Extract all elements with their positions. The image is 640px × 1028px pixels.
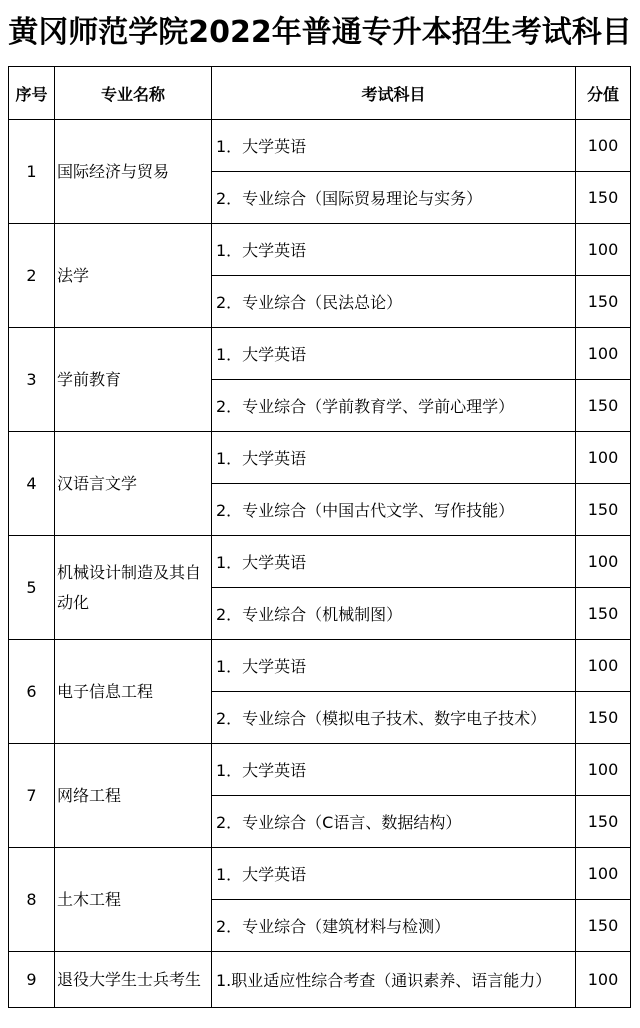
row-number: 7	[9, 744, 55, 848]
subject-score: 150	[576, 484, 631, 536]
major-name: 国际经济与贸易	[55, 120, 212, 224]
subject-score: 100	[576, 432, 631, 484]
subject-score: 100	[576, 744, 631, 796]
subject-name: 1．大学英语	[212, 744, 576, 796]
major-name: 网络工程	[55, 744, 212, 848]
header-score: 分值	[576, 67, 631, 120]
subject-score: 150	[576, 796, 631, 848]
subject-name: 1．大学英语	[212, 536, 576, 588]
subject-name: 1.职业适应性综合考查（通识素养、语言能力）	[212, 952, 576, 1008]
subject-score: 150	[576, 692, 631, 744]
subject-name: 1．大学英语	[212, 432, 576, 484]
subject-name: 2．专业综合（民法总论）	[212, 276, 576, 328]
table-row	[9, 432, 631, 484]
major-name: 汉语言文学	[55, 432, 212, 536]
subject-score: 150	[576, 900, 631, 952]
header-major: 专业名称	[55, 67, 212, 120]
major-name: 法学	[55, 224, 212, 328]
subject-name: 1．大学英语	[212, 640, 576, 692]
major-name: 退役大学生士兵考生	[55, 952, 212, 1008]
major-name: 学前教育	[55, 328, 212, 432]
table-header-row	[9, 67, 631, 120]
subject-score: 150	[576, 276, 631, 328]
subject-name: 2．专业综合（模拟电子技术、数字电子技术）	[212, 692, 576, 744]
row-number: 1	[9, 120, 55, 224]
subject-name: 2．专业综合（C语言、数据结构）	[212, 796, 576, 848]
subject-score: 100	[576, 536, 631, 588]
subject-score: 100	[576, 120, 631, 172]
row-number: 4	[9, 432, 55, 536]
table-row	[9, 640, 631, 692]
exam-subjects-table	[8, 66, 631, 1008]
subject-name: 1．大学英语	[212, 120, 576, 172]
major-name: 机械设计制造及其自动化	[55, 536, 212, 640]
subject-name: 2．专业综合（学前教育学、学前心理学）	[212, 380, 576, 432]
subject-name: 2．专业综合（中国古代文学、写作技能）	[212, 484, 576, 536]
subject-name: 1．大学英语	[212, 848, 576, 900]
subject-name: 2．专业综合（建筑材料与检测）	[212, 900, 576, 952]
subject-score: 100	[576, 640, 631, 692]
table-row	[9, 744, 631, 796]
subject-score: 100	[576, 328, 631, 380]
table-row	[9, 536, 631, 588]
table-row	[9, 224, 631, 276]
subject-score: 100	[576, 952, 631, 1008]
row-number: 2	[9, 224, 55, 328]
subject-name: 1．大学英语	[212, 224, 576, 276]
row-number: 3	[9, 328, 55, 432]
table-row	[9, 848, 631, 900]
major-name: 电子信息工程	[55, 640, 212, 744]
row-number: 8	[9, 848, 55, 952]
major-name: 土木工程	[55, 848, 212, 952]
subject-score: 100	[576, 848, 631, 900]
row-number: 6	[9, 640, 55, 744]
subject-name: 2．专业综合（国际贸易理论与实务）	[212, 172, 576, 224]
subject-name: 2．专业综合（机械制图）	[212, 588, 576, 640]
row-number: 9	[9, 952, 55, 1008]
row-number: 5	[9, 536, 55, 640]
page-title: 黄冈师范学院2022年普通专升本招生考试科目	[8, 15, 632, 50]
subject-score: 150	[576, 172, 631, 224]
header-no: 序号	[9, 67, 55, 120]
table-row	[9, 952, 631, 1008]
table-row	[9, 328, 631, 380]
subject-name: 1．大学英语	[212, 328, 576, 380]
subject-score: 150	[576, 380, 631, 432]
header-subject: 考试科目	[212, 67, 576, 120]
subject-score: 150	[576, 588, 631, 640]
subject-score: 100	[576, 224, 631, 276]
table-row	[9, 120, 631, 172]
